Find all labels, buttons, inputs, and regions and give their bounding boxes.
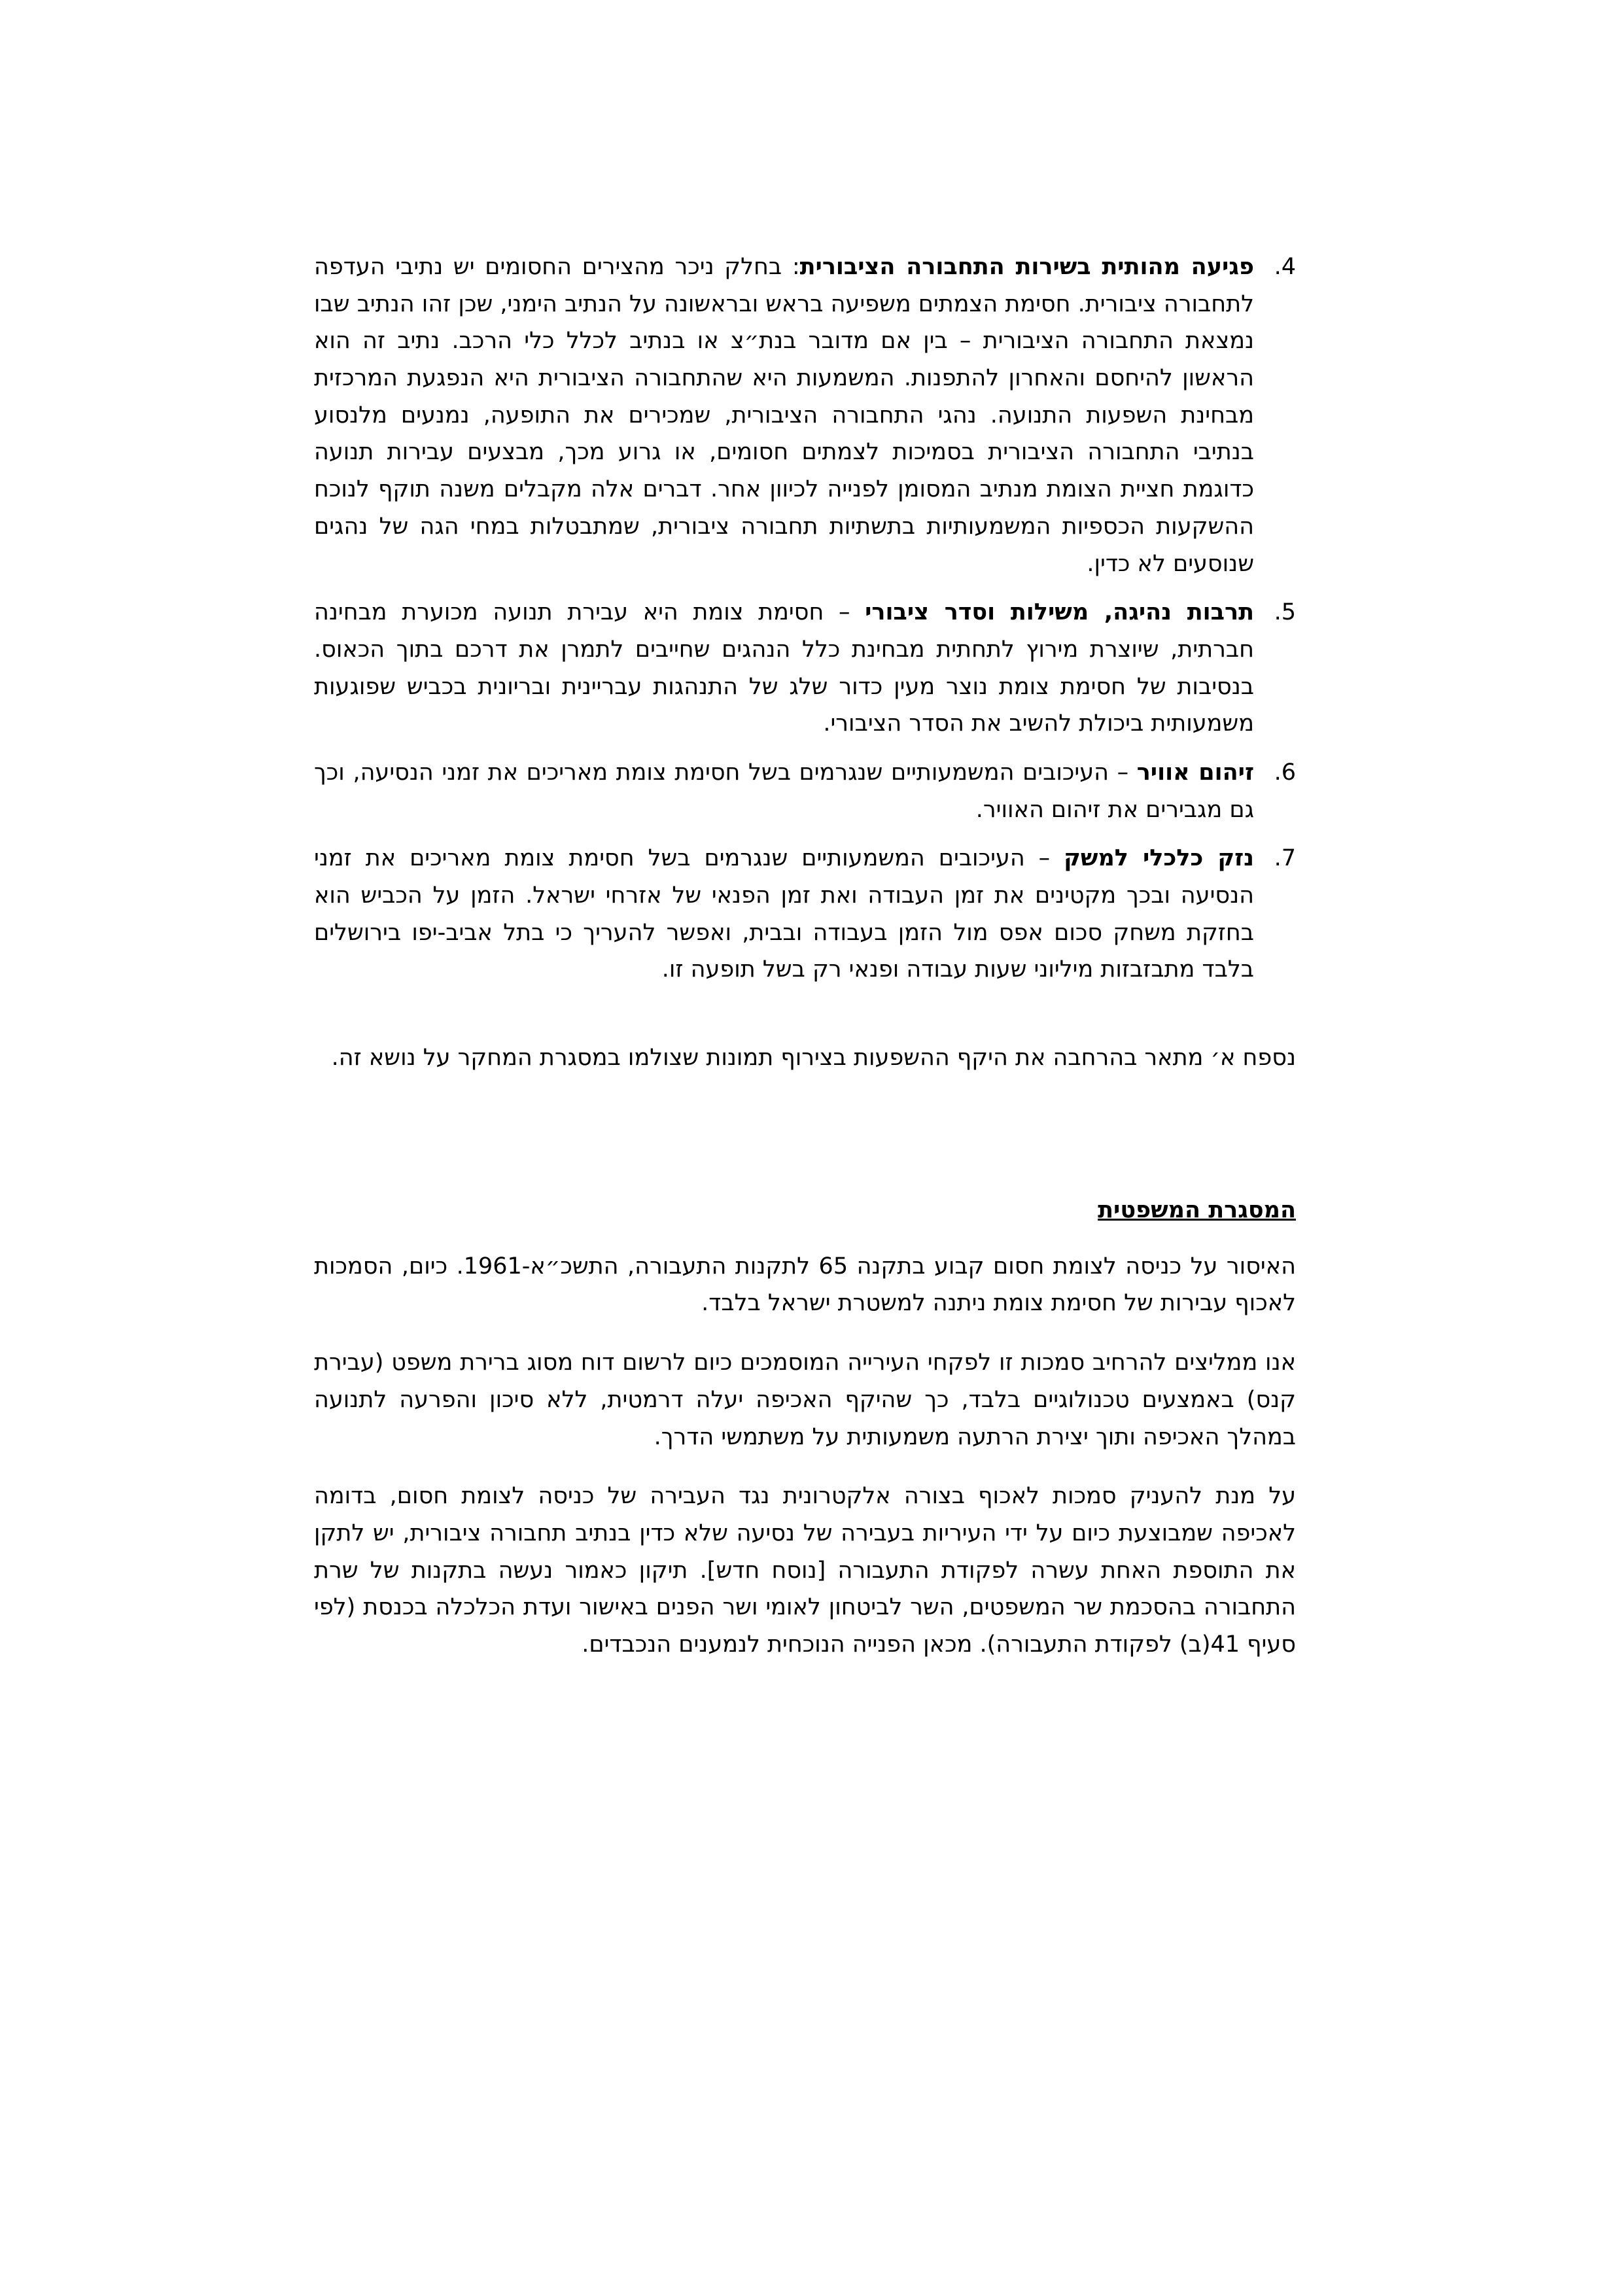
list-item-marker: .6: [1274, 759, 1296, 786]
list-item-lead: זיהום אוויר: [1136, 759, 1254, 786]
list-item-lead: פגיעה מהותית בשירות התחבורה הציבורית: [799, 254, 1254, 280]
numbered-list: [314, 249, 1296, 988]
list-item-lead: נזק כלכלי למשק: [1064, 845, 1254, 872]
list-item: [314, 754, 1296, 828]
list-item-text: – העיכובים המשמעותיים שנגרמים בשל חסימת צומת מאריכים את זמני הנסיעה, וכך גם מגבירים את זיהום האוויר.: [314, 759, 1254, 823]
section-body: [314, 1248, 1296, 1663]
section-heading: המסגרת המשפטית: [1098, 1196, 1296, 1223]
after-list-paragraph: נספח א׳ מתאר בהרחבה את היקף ההשפעות בצירוף תמונות שצולמו במסגרת המחקר על נושא זה.: [331, 1045, 1296, 1071]
spacer: [314, 1000, 1296, 1039]
list-item: [314, 249, 1296, 582]
list-item: [314, 594, 1296, 742]
list-item-lead: תרבות נהיגה, משילות וסדר ציבורי: [865, 599, 1254, 626]
list-item-marker: .7: [1274, 845, 1296, 872]
spacer-large: [314, 1099, 1296, 1197]
list-item: [314, 840, 1296, 988]
document-content: [314, 249, 1296, 1663]
paragraph: האיסור על כניסה לצומת חסום קבוע בתקנה 65 לתקנות התעבורה, התשכ״א-1961. כיום, הסמכות לאכוף עבירות של חסימת צומת ניתנה למשטרת ישראל בלבד.: [314, 1253, 1296, 1317]
list-item-text: – העיכובים המשמעותיים שנגרמים בשל חסימת צומת מאריכים את זמני הנסיעה ובכך מקטינים את זמן העבודה ואת זמן הפנאי של אזרחי ישראל. הזמן על הכביש הוא בחזקת משחק סכום אפס מול הזמן בעבודה ובבית, ואפשר להעריך כי בתל אביב-יפו בירושלים בלבד מתבזבזות מיליוני שעות עבודה ופנאי רק בשל תופעה זו.: [314, 845, 1254, 983]
list-item-text: – חסימת צומת היא עבירת תנועה מכוערת מבחינה חברתית, שיוצרת מירוץ לתחתית מבחינת כלל הנהגים שחייבים לתמרן את דרכם בתוך הכאוס. בנסיבות של חסימת צומת נוצר מעין כדור שלג של התנהגות עבריינית ובריונית בכביש שפוגעות משמעותית ביכולת להשיב את הסדר הציבורי.: [314, 599, 1254, 737]
list-item-marker: .5: [1274, 599, 1296, 626]
list-item-text: : בחלק ניכר מהצירים החסומים יש נתיבי העדפה לתחבורה ציבורית. חסימת הצמתים משפיעה בראש ובראשונה על הנתיב הימני, שכן זהו הנתיב שבו נמצאת התחבורה הציבורית – בין אם מדובר בנת״צ או בנתיב לכלל כלי הרכב. נתיב זה הוא הראשון להיחסם והאחרון להתפנות. המשמעות היא שהתחבורה הציבורית היא הנפגעת המרכזית מבחינת השפעות התנועה. נהגי התחבורה הציבורית, שמכירים את התופעה, נמנעים מלנסוע בנתיבי התחבורה הציבורית בסמיכות לצמתים חסומים, או גרוע מכך, מבצעים עבירות תנועה כדוגמת חציית הצומת מנתיב המסומן לפנייה לכיוון אחר. דברים אלה מקבלים משנה תוקף לנוכח ההשקעות הכספיות המשמעותיות בתשתיות תחבורה ציבורית, שמתבטלות במחי הגה של נהגים שנוסעים לא כדין.: [314, 254, 1254, 577]
paragraph: על מנת להעניק סמכות לאכוף בצורה אלקטרונית נגד העבירה של כניסה לצומת חסום, בדומה לאכיפה שמבוצעת כיום על ידי העיריות בעבירה של נסיעה שלא כדין בנתיב תחבורה ציבורית, יש לתקן את התוספת האחת עשרה לפקודת התעבורה [נוסח חדש]. תיקון כאמור נעשה בתקנות של שרת התחבורה בהסכמת שר המשפטים, השר לביטחון לאומי ושר הפנים באישור ועדת הכלכלה בכנסת (לפי סעיף 41(ב) לפקודת התעבורה). מכאן הפנייה הנוכחית לנמענים הנכבדים.: [314, 1483, 1296, 1658]
list-item-marker: .4: [1274, 254, 1296, 280]
paragraph: אנו ממליצים להרחיב סמכות זו לפקחי העירייה המוסמכים כיום לרשום דוח מסוג ברירת משפט (עבירת קנס) באמצעים טכנולוגיים בלבד, כך שהיקף האכיפה יעלה דרמטית, ללא סיכון והפרעה לתנועה במהלך האכיפה ותוך יצירת הרתעה משמעותית על משתמשי הדרך.: [314, 1349, 1296, 1450]
